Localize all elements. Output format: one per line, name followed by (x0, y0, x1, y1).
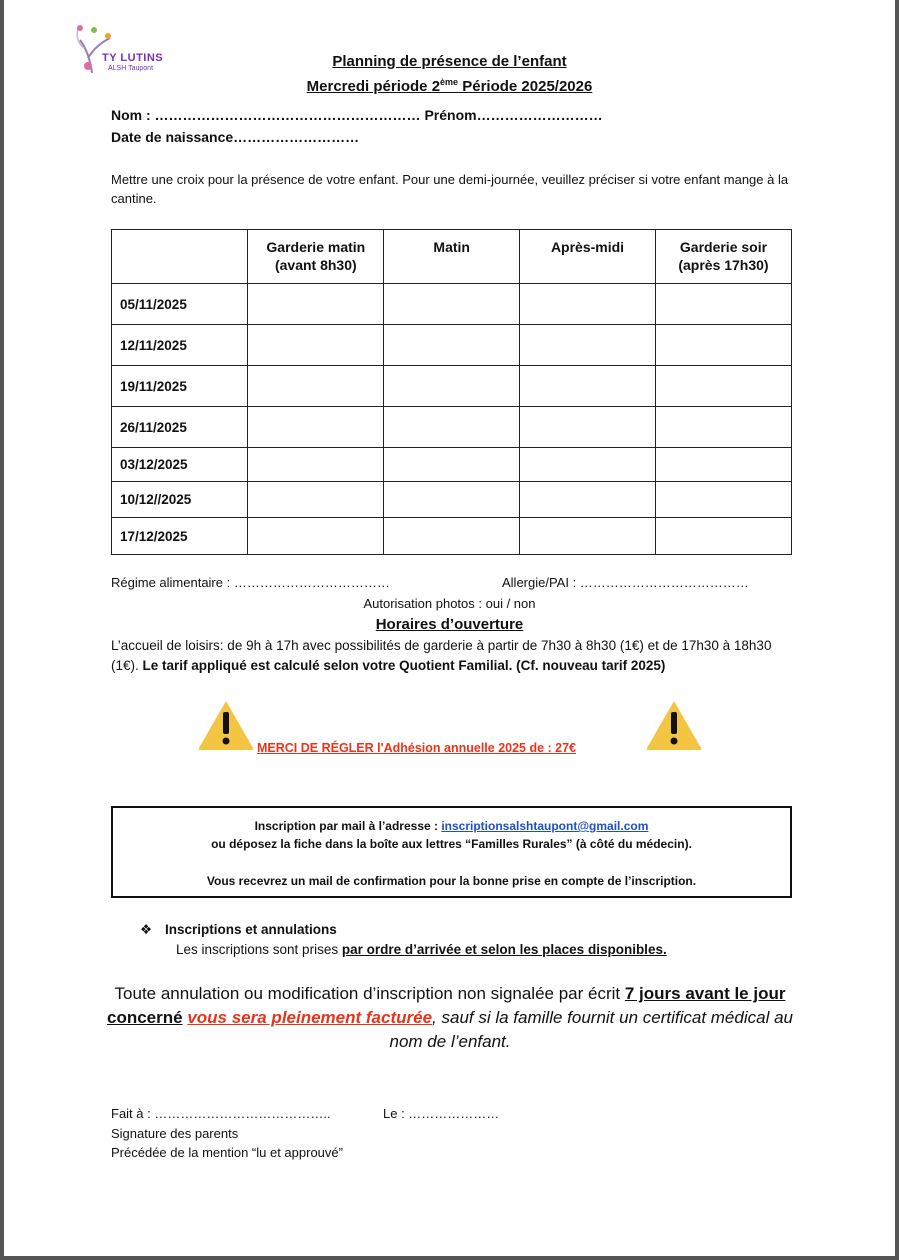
table-row (112, 407, 792, 448)
inscriptions-title: Inscriptions et annulations (165, 922, 337, 937)
checkbox-cell-matin[interactable] (384, 448, 520, 482)
table-row (112, 518, 792, 555)
allergie-pai-field[interactable]: Allergie/PAI : ………………………………… (502, 575, 749, 590)
header-apres-midi: Après-midi (520, 230, 656, 284)
inscription-confirmation-line: Vous recevrez un mail de confirmation pour la bonne prise en compte de l’inscription. (206, 874, 697, 888)
header-matin: Matin (384, 230, 520, 284)
date-cell: 03/12/2025 (112, 448, 248, 482)
checkbox-cell-garderie-soir[interactable] (655, 284, 791, 325)
fait-a-field[interactable]: Fait à : ………………………………….. (111, 1106, 331, 1121)
checkbox-cell-garderie-matin[interactable] (248, 482, 384, 518)
table-row (112, 482, 792, 518)
checkbox-cell-garderie-soir[interactable] (655, 482, 791, 518)
checkbox-cell-apres-midi[interactable] (520, 284, 656, 325)
date-le-field[interactable]: Le : ………………… (383, 1106, 500, 1121)
autorisation-photos[interactable]: Autorisation photos : oui / non (363, 596, 536, 611)
date-naissance-field[interactable]: Date de naissance……………………… (111, 129, 360, 145)
date-cell: 19/11/2025 (112, 366, 248, 407)
warning-icon (196, 698, 256, 752)
table-row (112, 325, 792, 366)
header-corner-cell (112, 230, 248, 284)
inscription-mail-line: Inscription par mail à l’adresse : inscriptionsalshtaupont@gmail.com (254, 819, 649, 833)
page-subtitle: Mercredi période 2ème Période 2025/2026 (306, 77, 593, 95)
checkbox-cell-garderie-soir[interactable] (655, 366, 791, 407)
checkbox-cell-matin[interactable] (384, 407, 520, 448)
checkbox-cell-garderie-soir[interactable] (655, 518, 791, 555)
checkbox-cell-garderie-soir[interactable] (655, 448, 791, 482)
checkbox-cell-apres-midi[interactable] (520, 325, 656, 366)
checkbox-cell-garderie-matin[interactable] (248, 284, 384, 325)
checkbox-cell-matin[interactable] (384, 284, 520, 325)
table-row (112, 284, 792, 325)
checkbox-cell-matin[interactable] (384, 518, 520, 555)
checkbox-cell-apres-midi[interactable] (520, 448, 656, 482)
page-border-bottom (0, 1256, 899, 1260)
checkbox-cell-garderie-matin[interactable] (248, 407, 384, 448)
adhesion-notice: MERCI DE RÉGLER l'Adhésion annuelle 2025 de : 27€ (257, 741, 577, 755)
inscriptions-text: Les inscriptions sont prises par ordre d’arrivée et selon les places disponibles. (176, 942, 667, 957)
warning-icon (644, 698, 704, 752)
annulation-notice: Toute annulation ou modification d’inscription non signalée par écrit 7 jours avant le jour concerné vous sera pleinement facturée, sauf si la famille fournit un certificat médical au nom de l’enfant. (107, 984, 793, 1051)
mention-label: Précédée de la mention “lu et approuvé” (111, 1145, 343, 1160)
date-cell: 10/12//2025 (112, 482, 248, 518)
nom-prenom-field[interactable]: Nom : ………………………………………………… Prénom……………………… (111, 107, 603, 123)
checkbox-cell-apres-midi[interactable] (520, 518, 656, 555)
checkbox-cell-garderie-matin[interactable] (248, 325, 384, 366)
checkbox-cell-apres-midi[interactable] (520, 407, 656, 448)
signature-label: Signature des parents (111, 1126, 239, 1141)
diamond-bullet-icon: ❖ (140, 922, 153, 937)
page-title: Planning de présence de l’enfant (332, 53, 567, 70)
checkbox-cell-garderie-matin[interactable] (248, 366, 384, 407)
date-cell: 05/11/2025 (112, 284, 248, 325)
date-cell: 12/11/2025 (112, 325, 248, 366)
email-link[interactable]: inscriptionsalshtaupont@gmail.com (441, 819, 649, 833)
inscription-boite-line: ou déposez la fiche dans la boîte aux lettres “Familles Rurales” (à côté du médecin). (211, 837, 692, 851)
checkbox-cell-apres-midi[interactable] (520, 366, 656, 407)
regime-alimentaire-field[interactable]: Régime alimentaire : ……………………………… (111, 575, 390, 590)
checkbox-cell-matin[interactable] (384, 482, 520, 518)
header-garderie-soir: Garderie soir (après 17h30) (655, 230, 791, 284)
checkbox-cell-matin[interactable] (384, 325, 520, 366)
logo-subtitle: ALSH Taupont (108, 65, 154, 72)
inscription-box (111, 806, 792, 898)
table-header-row (112, 230, 792, 284)
checkbox-cell-garderie-matin[interactable] (248, 448, 384, 482)
horaires-title: Horaires d’ouverture (375, 616, 524, 633)
ty-lutins-logo (72, 18, 182, 80)
table-row (112, 448, 792, 482)
instructions-text: Mettre une croix pour la présence de votre enfant. Pour une demi-journée, veuillez préciser si votre enfant mange à la cantine. (111, 172, 789, 206)
table-row (112, 366, 792, 407)
checkbox-cell-garderie-soir[interactable] (655, 407, 791, 448)
checkbox-cell-matin[interactable] (384, 366, 520, 407)
checkbox-cell-garderie-matin[interactable] (248, 518, 384, 555)
horaires-text: L’accueil de loisirs: de 9h à 17h avec possibilités de garderie à partir de 7h30 à 8h30 (1€) et de 17h30 à 18h30 (1€). Le tarif appliqué est calculé selon votre Quotient Familial. (Cf. nouveau tarif 2025) (111, 638, 772, 673)
planning-table (111, 229, 792, 555)
logo-name: TY LUTINS (102, 52, 164, 64)
date-cell: 26/11/2025 (112, 407, 248, 448)
date-cell: 17/12/2025 (112, 518, 248, 555)
checkbox-cell-garderie-soir[interactable] (655, 325, 791, 366)
header-garderie-matin: Garderie matin (avant 8h30) (248, 230, 384, 284)
checkbox-cell-apres-midi[interactable] (520, 482, 656, 518)
